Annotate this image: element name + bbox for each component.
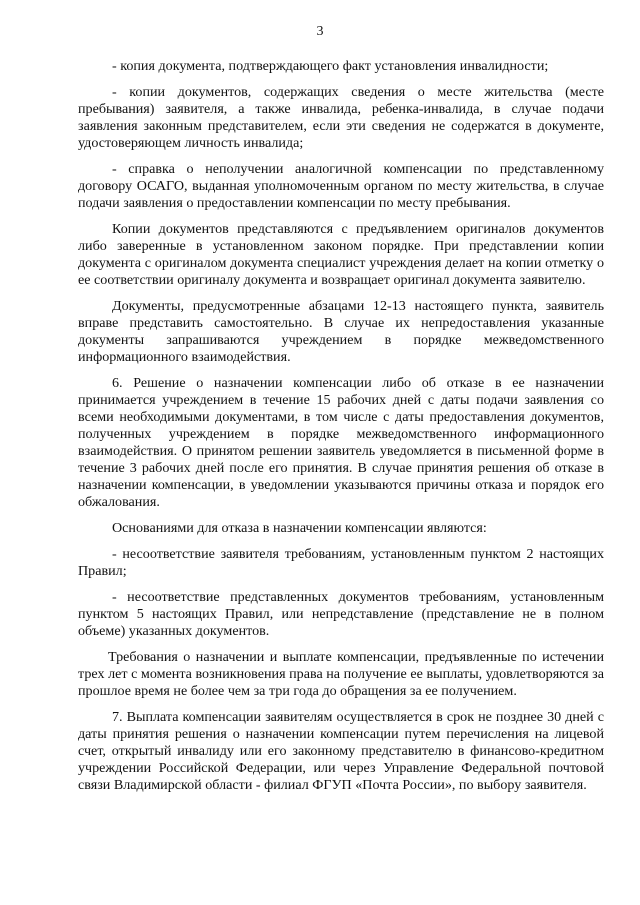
paragraph-payment: 7. Выплата компенсации заявителям осуществляется в срок не позднее 30 дней с даты принятия решения о назначении компенсации путем перечисления на лицевой счет, открытый инвалиду или его законному представителю в финансово-кредитном учреждении Российской Федерации, или через Управление Федеральной почтовой связи Владимирской области - филиал ФГУП «Почта России», по выбору заявителя. bbox=[78, 709, 604, 793]
page-number: 3 bbox=[316, 24, 324, 39]
paragraph-three-years: Требования о назначении и выплате компенсации, предъявленные по истечении трех лет с момента возникновения права на получение ее выплаты, удовлетворяются за прошлое время не более чем за три года до обращения за ее получением. bbox=[78, 649, 604, 699]
paragraph-osago-certificate: - справка о неполучении аналогичной компенсации по представленному договору ОСАГО, выданная уполномоченным органом по месту жительства, в случае подачи заявления о предоставлении компенсации по месту пребывания. bbox=[78, 161, 604, 211]
document-body bbox=[78, 58, 604, 803]
paragraph-residence-docs: - копии документов, содержащих сведения о месте жительства (месте пребывания) заявителя, а также инвалида, ребенка-инвалида, в случае подачи заявления законным представителем, если эти сведения не содержатся в документе, удостоверяющем личность инвалида; bbox=[78, 84, 604, 151]
paragraph-copies-originals: Копии документов представляются с предъявлением оригиналов документов либо заверенные в установленном законом порядке. При представлении копии документа с оригиналом документа специалист учреждения делает на копии отметку о ее соответствии оригиналу документа и возвращает оригинал документа заявителю. bbox=[78, 221, 604, 288]
paragraph-disability-copy: - копия документа, подтверждающего факт установления инвалидности; bbox=[112, 58, 549, 74]
paragraph-refusal-grounds: Основаниями для отказа в назначении компенсации являются: bbox=[112, 520, 487, 536]
paragraph-documents-self: Документы, предусмотренные абзацами 12-13 настоящего пункта, заявитель вправе представить самостоятельно. В случае их непредоставления указанные документы запрашиваются учреждением в порядке межведомственного информационного взаимодействия. bbox=[78, 298, 604, 365]
paragraph-ground-1: - несоответствие заявителя требованиям, установленным пунктом 2 настоящих Правил; bbox=[78, 546, 604, 579]
paragraph-decision: 6. Решение о назначении компенсации либо об отказе в ее назначении принимается учреждением в течение 15 рабочих дней с даты подачи заявления со всеми необходимыми документами, в том числе с даты предоставления документов, полученных учреждением в порядке межведомственного информационного взаимодействия. О принятом решении заявитель уведомляется в письменной форме в течение 3 рабочих дней после его принятия. В случае принятия решения об отказе в назначении компенсации, в уведомлении указываются причины отказа и порядок его обжалования. bbox=[78, 375, 604, 510]
paragraph-ground-2: - несоответствие представленных документов требованиям, установленным пунктом 5 настоящих Правил, или непредставление (представление не в полном объеме) указанных документов. bbox=[78, 589, 604, 639]
